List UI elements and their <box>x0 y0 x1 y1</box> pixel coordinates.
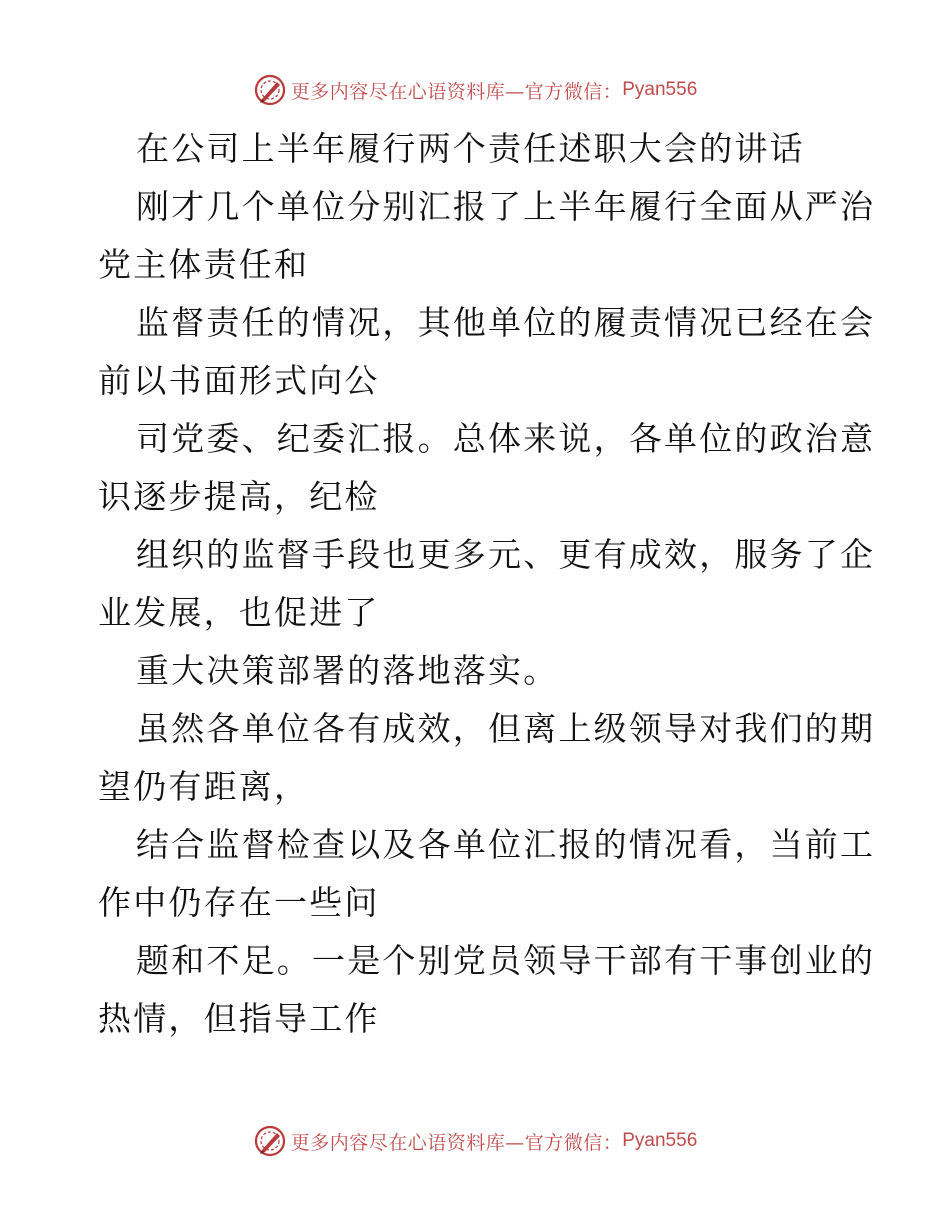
text-line: 组织的监督手段也更多元、更有成效，服务了企 <box>136 535 876 574</box>
paragraph-lines <box>98 178 876 1048</box>
text-line: 热情，但指导工作 <box>98 999 380 1038</box>
footer-watermark <box>0 1121 950 1161</box>
text-line: 题和不足。一是个别党员领导干部有干事创业的 <box>136 941 876 980</box>
text-line: 业发展，也促进了 <box>98 593 380 632</box>
watermark-wechat-id: Pyan556 <box>622 1130 698 1151</box>
watermark-text: 更多内容尽在心语资料库—官方微信： <box>290 1131 623 1154</box>
text-line: 监督责任的情况，其他单位的履责情况已经在会 <box>136 303 876 342</box>
pen-logo-icon <box>253 1124 287 1158</box>
text-line: 前以书面形式向公 <box>98 361 380 400</box>
text-line: 识逐步提高，纪检 <box>98 477 380 516</box>
text-line: 刚才几个单位分别汇报了上半年履行全面从严治 <box>136 187 876 226</box>
document-title: 在公司上半年履行两个责任述职大会的讲话 <box>136 129 805 168</box>
watermark-wechat-id: Pyan556 <box>622 79 698 100</box>
watermark-text: 更多内容尽在心语资料库—官方微信： <box>290 80 623 103</box>
document-body <box>98 120 876 1048</box>
text-line: 司党委、纪委汇报。总体来说，各单位的政治意 <box>136 419 876 458</box>
text-line: 望仍有距离， <box>98 767 310 806</box>
text-line: 重大决策部署的落地落实。 <box>136 651 559 690</box>
text-line: 结合监督检查以及各单位汇报的情况看，当前工 <box>136 825 876 864</box>
header-watermark <box>0 70 950 110</box>
text-line: 虽然各单位各有成效，但离上级领导对我们的期 <box>136 709 876 748</box>
text-line: 党主体责任和 <box>98 245 310 284</box>
text-line: 作中仍存在一些问 <box>98 883 380 922</box>
pen-logo-icon <box>253 73 287 107</box>
